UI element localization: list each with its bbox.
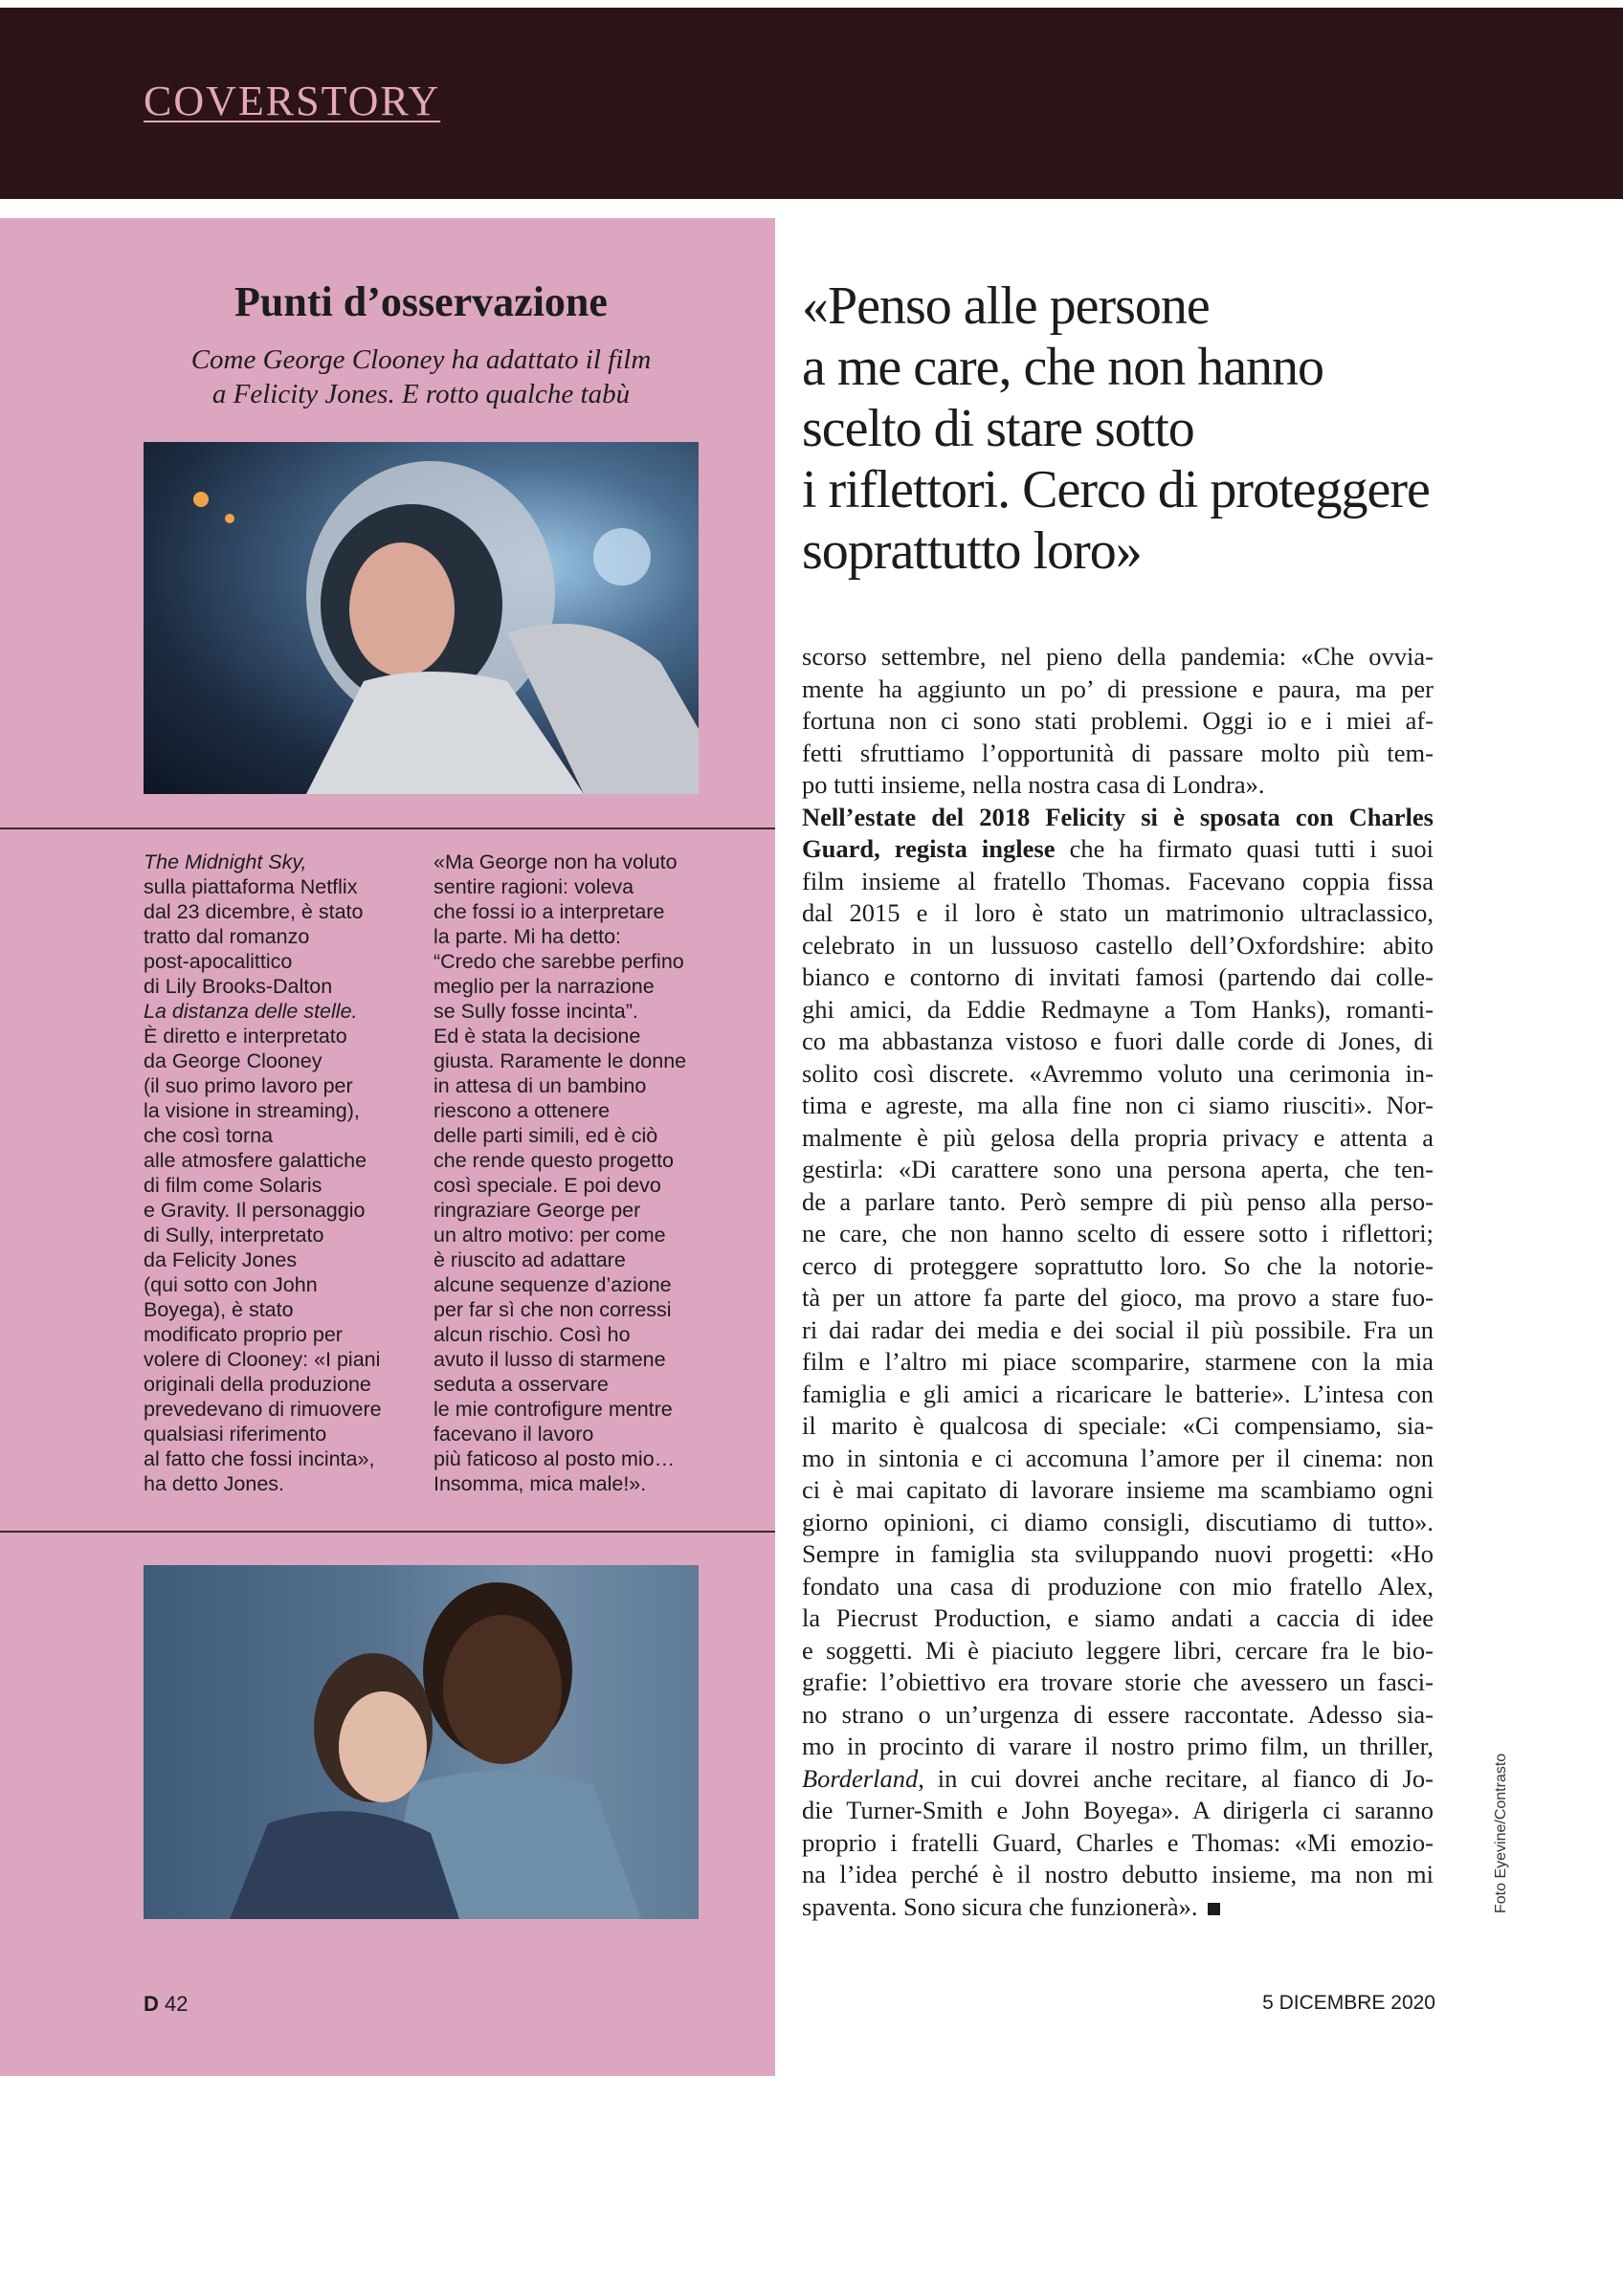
- text-line: post-apocalittico: [144, 950, 293, 973]
- text-line: no strano o un’urgenza di essere raccontate. Adesso sia-: [802, 1699, 1434, 1729]
- text-line: fetti sfruttiamo l’opportunità di passare molto più tem-: [802, 738, 1434, 767]
- text-line: giorno opinioni, ci diamo consigli, discutiamo di tutto».: [802, 1507, 1434, 1536]
- text-line: ghi amici, da Eddie Redmayne a Tom Hanks), romanti-: [802, 994, 1434, 1024]
- astronaut-photo: [144, 442, 699, 794]
- page-folio: [144, 1992, 189, 2017]
- text-line: di Sully, interpretato: [144, 1224, 324, 1247]
- pullquote-line: soprattutto loro»: [802, 521, 1142, 581]
- text-line: bianco e contorno di invitati famosi (partendo dai colle-: [802, 962, 1434, 991]
- text-line: e Gravity. Il personaggio: [144, 1199, 366, 1222]
- page-number: 42: [165, 1992, 189, 2016]
- text-line: qualsiasi riferimento: [144, 1423, 327, 1446]
- text-line: sulla piattaforma Netflix: [144, 875, 358, 898]
- sidebar-rule-top: [0, 828, 775, 829]
- subtitle-line: Come George Clooney ha adattato il film: [190, 344, 652, 375]
- text-line: giusta. Raramente le donne: [434, 1049, 687, 1072]
- text-run: , in cui dovrei anche recitare, al fianco di Jo-: [918, 1763, 1434, 1793]
- text-line: cerco di proteggere soprattutto loro. So che la notorie-: [802, 1250, 1434, 1280]
- text-line: in attesa di un bambino: [434, 1074, 647, 1097]
- text-line: «Ma George non ha voluto: [434, 850, 678, 873]
- text-line: è riuscito ad adattare: [434, 1248, 626, 1271]
- text-line: meglio per la narrazione: [434, 975, 655, 998]
- text-line: solito così discrete. «Avremmo voluto una cerimonia in-: [802, 1058, 1434, 1088]
- text-line: al fatto che fossi incinta»,: [144, 1447, 375, 1470]
- text-line: prevedevano di rimuovere: [144, 1398, 382, 1421]
- bold-lead: Nell’estate del 2018 Felicity si è sposata con Charles: [802, 802, 1434, 831]
- text-line: alcune sequenze d’azione: [434, 1273, 672, 1296]
- text-line: (il suo primo lavoro per: [144, 1074, 353, 1097]
- text-line: più faticoso al posto mio…: [434, 1447, 676, 1470]
- text-line: fondato una casa di produzione con mio fratello Alex,: [802, 1571, 1434, 1601]
- end-of-article-square-icon: [1208, 1903, 1220, 1915]
- text-run: che ha firmato quasi tutti i suoi: [1055, 834, 1434, 863]
- photo-credit: Foto Eyevine/Contrasto: [1493, 1753, 1509, 1913]
- text-line: malmente è più gelosa della propria privacy e attenta a: [802, 1122, 1434, 1152]
- text-line: [802, 833, 1434, 866]
- text-line: ha detto Jones.: [144, 1472, 285, 1495]
- text-line: ringraziare George per: [434, 1199, 641, 1222]
- text-line: delle parti simili, ed è ciò: [434, 1124, 658, 1147]
- text-line: celebrato in un lussuoso castello dell’Oxfordshire: abito: [802, 930, 1434, 960]
- text-line: facevano il lavoro: [434, 1423, 594, 1446]
- text-line: È diretto e interpretato: [144, 1025, 347, 1048]
- pullquote-line: «Penso alle persone: [802, 276, 1210, 336]
- magazine-letter: D: [144, 1992, 159, 2016]
- text-line: tratto dal romanzo: [144, 925, 310, 948]
- text-line: così speciale. E poi devo: [434, 1174, 661, 1197]
- text-line: la visione in streaming),: [144, 1099, 360, 1122]
- text-line: The Midnight Sky,: [144, 850, 307, 873]
- text-line: La distanza delle stelle.: [144, 1000, 358, 1023]
- issue-date: 5 DICEMBRE 2020: [1262, 1992, 1435, 2014]
- text-line: tà per un attore fa parte del gioco, ma provo a stare fuo-: [802, 1283, 1434, 1312]
- couple-illustration: [144, 1565, 699, 1919]
- section-label: COVERSTORY: [144, 77, 441, 124]
- text-line: alle atmosfere galattiche: [144, 1149, 367, 1172]
- text-line: [802, 1763, 1434, 1796]
- text-line: mo in procinto di varare il nostro primo film, un thriller,: [802, 1732, 1434, 1760]
- text-line: la parte. Mi ha detto:: [434, 925, 621, 948]
- text-line: di film come Solaris: [144, 1174, 322, 1197]
- couple-photo: [144, 1565, 699, 1919]
- text-line: originali della produzione: [144, 1373, 371, 1396]
- text-line: per far sì che non corressi: [434, 1298, 672, 1321]
- text-line: che così torna: [144, 1124, 274, 1147]
- pullquote-line: scelto di stare sotto: [802, 399, 1194, 458]
- text-line: ri dai radar dei media e dei social il più possibile. Fra un: [802, 1314, 1434, 1344]
- text-line: sentire ragioni: voleva: [434, 875, 634, 898]
- text-line: il marito è qualcosa di speciale: «Ci compensiamo, sia-: [802, 1411, 1434, 1440]
- text-line: riescono a ottenere: [434, 1099, 611, 1122]
- sidebar-title: Punti d’osservazione: [234, 278, 608, 325]
- text-run: spaventa. Sono sicura che funzionerà».: [802, 1891, 1198, 1921]
- text-line: gestirla: «Di carattere sono una persona aperta, che ten-: [802, 1155, 1434, 1183]
- text-line: film e l’altro mi piace scomparire, starmene con la mia: [802, 1347, 1434, 1376]
- text-line: la Piecrust Production, e siamo andati a caccia di idee: [802, 1603, 1434, 1632]
- sidebar-column-left: [144, 850, 402, 1496]
- text-line: film insieme al fratello Thomas. Facevano coppia fissa: [802, 866, 1434, 895]
- text-line: mo in sintonia e ci accomuna l’amore per il cinema: non: [802, 1443, 1434, 1472]
- text-line: “Credo che sarebbe perfino: [434, 950, 684, 973]
- text-line: da George Clooney: [144, 1049, 322, 1072]
- text-line: fortuna non ci sono stati problemi. Oggi io e i miei af-: [802, 706, 1434, 735]
- text-line: ci è mai capitato di lavorare insieme ma scambiamo ogni: [802, 1475, 1434, 1504]
- text-line: seduta a osservare: [434, 1373, 609, 1396]
- text-line: avuto il lusso di starmene: [434, 1348, 666, 1371]
- text-line: [802, 1891, 1434, 1924]
- text-line: volere di Clooney: «I piani: [144, 1348, 381, 1371]
- text-line: proprio i fratelli Guard, Charles e Thomas: «Mi emozio-: [802, 1827, 1434, 1857]
- sidebar-column-right: [434, 850, 721, 1496]
- text-line: mente ha aggiunto un po’ di pressione e paura, ma per: [802, 673, 1434, 703]
- text-line: Ed è stata la decisione: [434, 1025, 641, 1048]
- text-line: che rende questo progetto: [434, 1149, 675, 1172]
- text-line: grafie: l’obiettivo era trovare storie che avessero un fasci-: [802, 1667, 1434, 1696]
- pullquote: [802, 276, 1567, 582]
- text-line: un altro motivo: per come: [434, 1224, 666, 1247]
- text-line: ne care, che non hanno scelto di essere sotto i riflettori;: [802, 1219, 1434, 1247]
- text-line: dal 23 dicembre, è stato: [144, 900, 364, 923]
- sidebar-subtitle: [144, 342, 699, 411]
- astronaut-illustration: [144, 442, 699, 794]
- text-line: scorso settembre, nel pieno della pandemia: «Che ovvia-: [802, 642, 1434, 671]
- text-line: e soggetti. Mi è piaciuto leggere libri, cercare fra le bio-: [802, 1635, 1434, 1665]
- text-line: dal 2015 e il loro è stato un matrimonio ultraclassico,: [802, 898, 1434, 927]
- text-line: che fossi io a interpretare: [434, 900, 665, 923]
- text-line: [802, 802, 1434, 834]
- text-line: famiglia e gli amici a ricaricare le batterie». L’intesa con: [802, 1379, 1434, 1408]
- text-line: alcun rischio. Così ho: [434, 1323, 631, 1346]
- text-line: da Felicity Jones: [144, 1248, 298, 1271]
- text-line: le mie controfigure mentre: [434, 1398, 673, 1421]
- text-line: (qui sotto con John: [144, 1273, 318, 1296]
- text-line: po tutti insieme, nella nostra casa di Londra».: [802, 770, 1265, 799]
- text-line: na l’idea perché è il nostro debutto insieme, ma non mi: [802, 1860, 1434, 1888]
- pullquote-line: a me care, che non hanno: [802, 338, 1324, 397]
- film-title: Borderland: [802, 1763, 919, 1793]
- text-line: co ma abbastanza vistoso e fuori dalle corde di Jones, di: [802, 1027, 1434, 1055]
- text-line: Insomma, mica male!».: [434, 1472, 647, 1495]
- text-line: di Lily Brooks-Dalton: [144, 975, 333, 998]
- article-body: [802, 641, 1434, 1923]
- text-line: modificato proprio per: [144, 1323, 343, 1346]
- text-line: se Sully fosse incinta”.: [434, 1000, 638, 1023]
- text-line: Boyega), è stato: [144, 1298, 294, 1321]
- text-line: die Turner-Smith e John Boyega». A dirigerla ci saranno: [802, 1796, 1434, 1824]
- text-line: tima e agreste, ma alla fine non ci siamo riusciti». Nor-: [802, 1091, 1434, 1119]
- pullquote-line: i riflettori. Cerco di proteggere: [802, 460, 1430, 519]
- sidebar-rule-bottom: [0, 1531, 775, 1533]
- subtitle-line: a Felicity Jones. E rotto qualche tabù: [211, 379, 631, 409]
- text-line: de a parlare tanto. Però sempre di più penso alla perso-: [802, 1186, 1434, 1216]
- bold-lead: Guard, regista inglese: [802, 834, 1056, 863]
- text-line: Sempre in famiglia sta sviluppando nuovi progetti: «Ho: [802, 1539, 1434, 1568]
